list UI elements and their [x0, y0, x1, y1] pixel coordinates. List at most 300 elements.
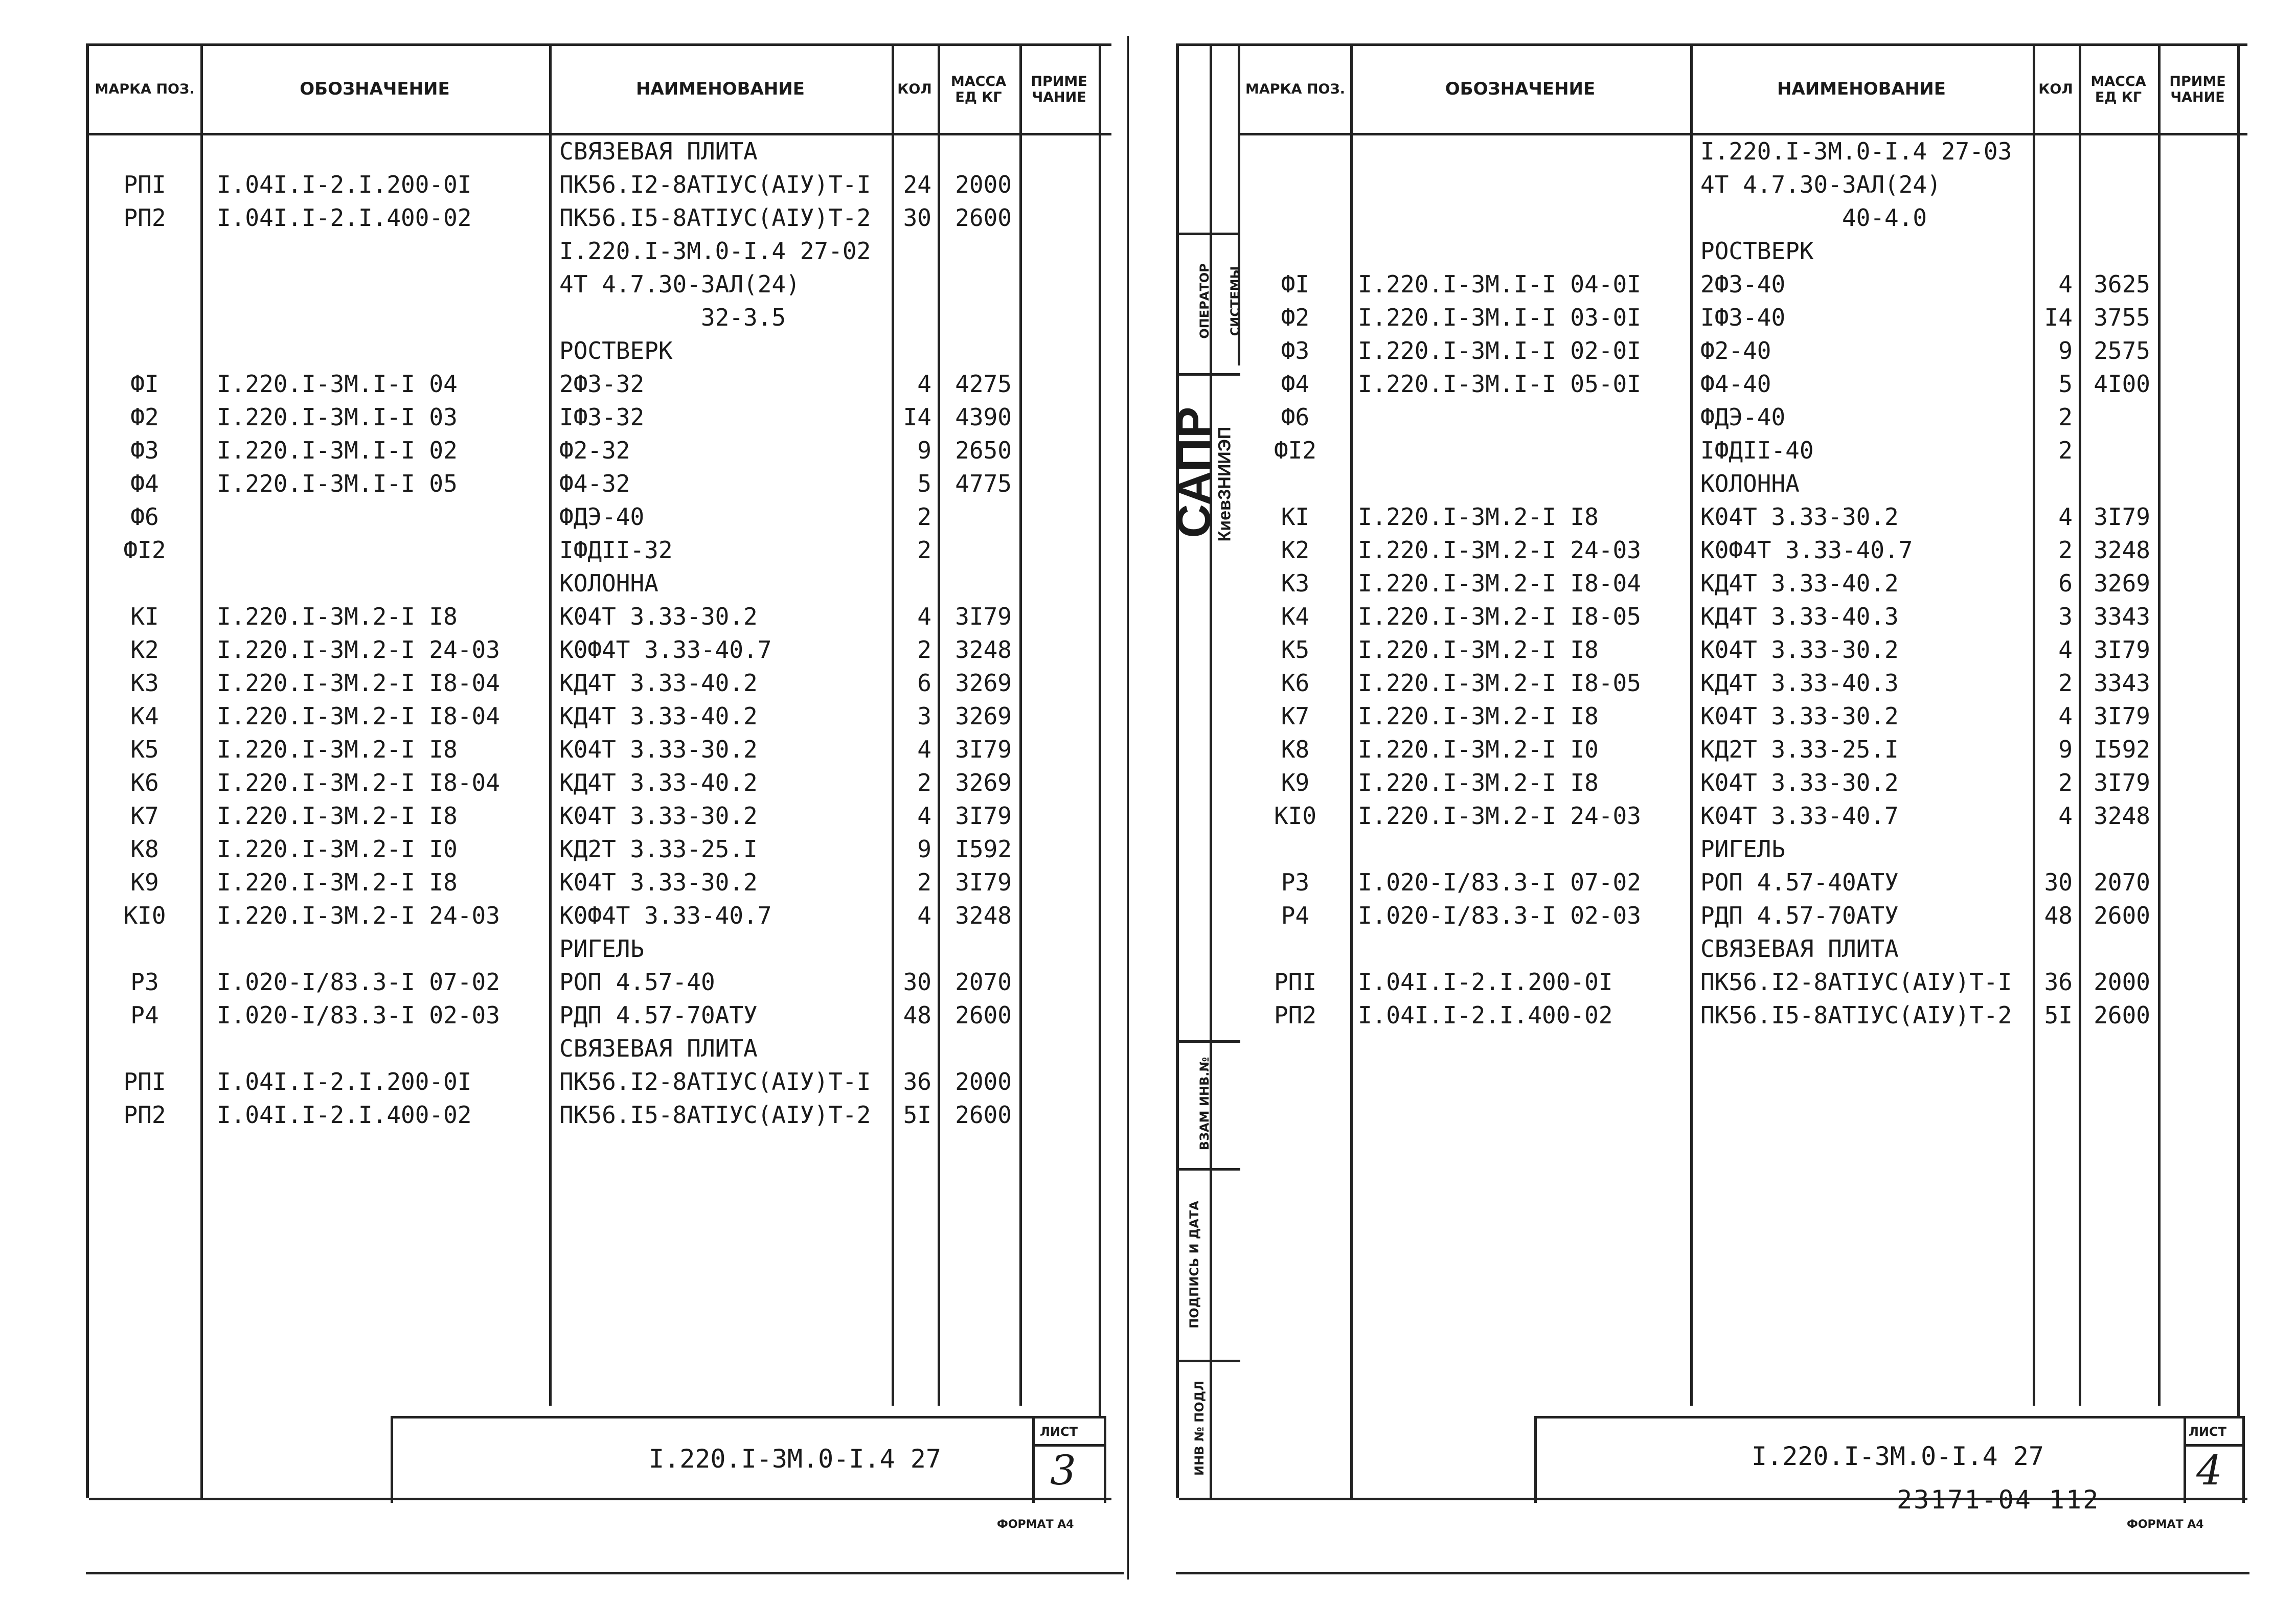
row-qty: 6 [917, 669, 931, 697]
table-row [1179, 202, 2247, 234]
row-designation: I.04I.I-2.I.200-0I [217, 171, 472, 198]
row-qty: 36 [903, 1068, 931, 1095]
table-row [89, 1066, 1111, 1097]
row-qty: 36 [2044, 968, 2073, 996]
row-designation: I.220.I-3М.2-I I8 [217, 736, 458, 763]
table-row [1179, 866, 2247, 898]
table-row [1179, 601, 2247, 632]
row-qty: 4 [2058, 702, 2073, 730]
sapr-logo: САПР [1168, 406, 1220, 538]
row-name: РДП 4.57-70АТУ [1700, 902, 1899, 929]
row-mass: 3I79 [955, 868, 1012, 896]
table-row [1179, 833, 2247, 865]
row-mass: 2650 [955, 437, 1012, 464]
row-mass: 2600 [2094, 1001, 2150, 1029]
row-name: Ф4-32 [559, 470, 630, 497]
row-qty: 2 [2058, 769, 2073, 796]
table-row [1179, 767, 2247, 798]
row-name: КД4Т 3.33-40.2 [559, 702, 758, 730]
row-name: IФ3-32 [559, 403, 645, 431]
table-row [1179, 667, 2247, 699]
row-qty: 5I [903, 1101, 931, 1129]
row-designation: I.220.I-3М.2-I I8-04 [217, 669, 500, 697]
row-qty: 5I [2044, 1001, 2073, 1029]
frame-bottom [89, 1498, 1111, 1500]
row-qty: 2 [917, 503, 931, 531]
table-row [1179, 634, 2247, 666]
table-row [89, 268, 1111, 300]
row-name: ФДЭ-40 [559, 503, 645, 531]
row-name: I.220.I-3М.0-I.4 27-03 [1700, 138, 2012, 165]
handwritten-number: 23171-04 112 [1897, 1485, 2100, 1515]
table-row [1179, 302, 2247, 333]
row-name: ПК56.I2-8АТIУС(АIУ)Т-I [559, 171, 871, 198]
row-designation: I.220.I-3М.2-I I8 [217, 802, 458, 830]
row-name: КД4Т 3.33-40.2 [559, 769, 758, 796]
table-row [1179, 368, 2247, 400]
row-mass: 3I79 [2094, 769, 2150, 796]
row-name: ПК56.I5-8АТIУС(АIУ)Т-2 [1700, 1001, 2012, 1029]
row-name: РИГЕЛЬ [1700, 835, 1786, 863]
document-code: I.220.I-3М.0-I.4 27 [649, 1444, 941, 1474]
table-row [1179, 401, 2247, 433]
row-name: РОП 4.57-40АТУ [1700, 868, 1899, 896]
row-qty: 2 [2058, 403, 2073, 431]
row-designation: I.220.I-3М.2-I I8 [1358, 702, 1599, 730]
row-mass: 3I79 [955, 603, 1012, 630]
row-mass: 3248 [955, 902, 1012, 929]
row-name: IФ3-40 [1700, 304, 1786, 331]
row-mark: КI0 [1274, 802, 1317, 830]
row-name: КД2Т 3.33-25.I [559, 835, 758, 863]
table-row [1179, 567, 2247, 599]
row-designation: I.020-I/83.3-I 02-03 [1358, 902, 1641, 929]
row-mark: Ф2 [130, 403, 159, 431]
row-name: РОСТВЕРК [559, 337, 673, 364]
row-name: КОЛОННА [1700, 470, 1800, 497]
table-row [1179, 135, 2247, 167]
row-mark: К7 [1281, 702, 1310, 730]
sheet-label: ЛИСТ [2189, 1425, 2227, 1439]
table-row [1179, 501, 2247, 533]
row-mass: 3269 [955, 769, 1012, 796]
row-name: Ф2-40 [1700, 337, 1771, 364]
table-row [89, 401, 1111, 433]
row-qty: I4 [903, 403, 931, 431]
table-row [1179, 235, 2247, 267]
row-mass: I592 [955, 835, 1012, 863]
row-designation: I.020-I/83.3-I 07-02 [1358, 868, 1641, 896]
row-mark: Ф4 [130, 470, 159, 497]
table-row [1179, 434, 2247, 466]
row-name: К0Ф4Т 3.33-40.7 [559, 902, 772, 929]
trim-line [1176, 1572, 2249, 1574]
row-name: 2Ф3-40 [1700, 270, 1786, 298]
row-mark: К3 [1281, 569, 1310, 597]
table-row [89, 634, 1111, 666]
row-mark: ФI [1281, 270, 1310, 298]
row-designation: I.220.I-3М.2-I 24-03 [1358, 802, 1641, 830]
table-row [89, 434, 1111, 466]
row-designation: I.220.I-3М.2-I I8-04 [217, 769, 500, 796]
row-name: К04Т 3.33-30.2 [1700, 769, 1899, 796]
row-mass: 3248 [955, 636, 1012, 663]
row-name: ФДЭ-40 [1700, 403, 1786, 431]
row-name: 4Т 4.7.30-3АЛ(24) [559, 270, 800, 298]
row-qty: 4 [917, 902, 931, 929]
row-mark: К2 [130, 636, 159, 663]
row-name: ПК56.I2-8АТIУС(АIУ)Т-I [559, 1068, 871, 1095]
row-qty: 5 [2058, 370, 2073, 398]
row-mark: ФI [130, 370, 159, 398]
table-row [89, 966, 1111, 998]
table-row [89, 468, 1111, 499]
row-mark: Р3 [1281, 868, 1310, 896]
row-mass: 3269 [2094, 569, 2150, 597]
row-name: I.220.I-3М.0-I.4 27-02 [559, 237, 871, 265]
row-mark: Ф6 [1281, 403, 1310, 431]
row-name: СВЯЗЕВАЯ ПЛИТА [1700, 935, 1899, 963]
row-name: 32-3.5 [559, 304, 786, 331]
header-name: НАИМЕНОВАНИЕ [1777, 79, 1946, 100]
row-designation: I.220.I-3М.I-I 04-0I [1358, 270, 1641, 298]
row-mark: Р4 [1281, 902, 1310, 929]
table-row [89, 866, 1111, 898]
row-mark: К5 [130, 736, 159, 763]
table-row [89, 1033, 1111, 1064]
row-qty: 2 [917, 636, 931, 663]
row-mass: 3343 [2094, 669, 2150, 697]
stamp-divider [1032, 1418, 1035, 1503]
row-name: РОСТВЕРК [1700, 237, 1814, 265]
row-qty: 9 [917, 835, 931, 863]
row-designation: I.220.I-3М.2-I I8 [217, 603, 458, 630]
row-mass: 3I79 [2094, 636, 2150, 663]
row-mark: Ф3 [1281, 337, 1310, 364]
podpis-label: ПОДПИСЬ И ДАТА [1187, 1201, 1201, 1329]
header-mass: МАССА ЕД КГ [2090, 73, 2146, 105]
row-mass: 3248 [2094, 536, 2150, 564]
row-designation: I.220.I-3М.2-I I8 [217, 868, 458, 896]
row-qty: 30 [2044, 868, 2073, 896]
row-qty: 6 [2058, 569, 2073, 597]
stamp-divider [2184, 1418, 2186, 1503]
row-name: СВЯЗЕВАЯ ПЛИТА [559, 1035, 758, 1062]
row-qty: 2 [917, 536, 931, 564]
row-name: К04Т 3.33-30.2 [559, 603, 758, 630]
table-row [89, 734, 1111, 765]
row-mass: 3I79 [2094, 503, 2150, 531]
row-designation: I.220.I-3М.I-I 05 [217, 470, 458, 497]
row-mark: К4 [1281, 603, 1310, 630]
table-row [89, 667, 1111, 699]
row-mark: РПI [123, 1068, 166, 1095]
row-name: К04Т 3.33-30.2 [559, 868, 758, 896]
row-mass: 2600 [955, 1101, 1012, 1129]
row-name: Ф4-40 [1700, 370, 1771, 398]
row-qty: 2 [2058, 536, 2073, 564]
row-name: IФДII-32 [559, 536, 673, 564]
row-designation: I.220.I-3М.2-I I8-04 [1358, 569, 1641, 597]
title-block [1534, 1416, 2245, 1503]
header-qty: КОЛ [897, 81, 932, 98]
row-mass: 2600 [2094, 902, 2150, 929]
row-mark: К8 [130, 835, 159, 863]
row-name: К0Ф4Т 3.33-40.7 [559, 636, 772, 663]
row-name: IФДII-40 [1700, 437, 1814, 464]
row-name: К04Т 3.33-30.2 [1700, 702, 1899, 730]
row-name: К04Т 3.33-30.2 [559, 736, 758, 763]
row-mass: 2000 [2094, 968, 2150, 996]
row-qty: 4 [2058, 270, 2073, 298]
row-name: ПК56.I5-8АТIУС(АIУ)Т-2 [559, 1101, 871, 1129]
row-mark: РП2 [1274, 1001, 1317, 1029]
row-mass: 3343 [2094, 603, 2150, 630]
table-row [89, 202, 1111, 234]
trim-line [86, 1572, 1124, 1574]
header-mark: МАРКА ПОЗ. [95, 81, 195, 98]
row-qty: 2 [2058, 437, 2073, 464]
row-designation: I.220.I-3М.2-I 24-03 [1358, 536, 1641, 564]
row-mass: 4390 [955, 403, 1012, 431]
row-designation: I.220.I-3М.I-I 04 [217, 370, 458, 398]
row-mark: Ф4 [1281, 370, 1310, 398]
row-designation: I.220.I-3М.2-I I0 [1358, 736, 1599, 763]
table-row [89, 1099, 1111, 1131]
org-label: КиевЗНИИЭП [1215, 426, 1235, 542]
header-qty: КОЛ [2038, 81, 2073, 98]
row-mass: 4775 [955, 470, 1012, 497]
row-name: К04Т 3.33-30.2 [1700, 636, 1899, 663]
row-mass: 2000 [955, 171, 1012, 198]
row-designation: I.220.I-3М.2-I 24-03 [217, 902, 500, 929]
row-designation: I.220.I-3М.I-I 03 [217, 403, 458, 431]
table-row [89, 235, 1111, 267]
row-designation: I.220.I-3М.2-I 24-03 [217, 636, 500, 663]
header-note: ПРИМЕ ЧАНИЕ [1031, 73, 1087, 105]
table-row [89, 335, 1111, 367]
table-row [89, 534, 1111, 566]
side-strip-divider [1179, 1360, 1240, 1362]
row-name: ПК56.I2-8АТIУС(АIУ)Т-I [1700, 968, 2012, 996]
table-row [1179, 468, 2247, 499]
row-designation: I.04I.I-2.I.400-02 [217, 204, 472, 232]
row-mark: КI [1281, 503, 1310, 531]
row-mark: Р4 [130, 1001, 159, 1029]
table-row [89, 135, 1111, 167]
table-row [89, 601, 1111, 632]
row-mass: 3269 [955, 669, 1012, 697]
row-name: РДП 4.57-70АТУ [559, 1001, 758, 1029]
row-mark: РПI [1274, 968, 1317, 996]
table-row [89, 767, 1111, 798]
sheet-number: 3 [1050, 1447, 1076, 1494]
row-mass: 2070 [955, 968, 1012, 996]
table-row [89, 368, 1111, 400]
row-mark: РП2 [123, 1101, 166, 1129]
row-qty: 4 [2058, 636, 2073, 663]
row-mark: К9 [130, 868, 159, 896]
row-qty: 3 [2058, 603, 2073, 630]
header-mark: МАРКА ПОЗ. [1245, 81, 1345, 98]
table-row [1179, 169, 2247, 200]
row-mass: 3625 [2094, 270, 2150, 298]
table-row [89, 900, 1111, 931]
row-designation: I.020-I/83.3-I 02-03 [217, 1001, 500, 1029]
row-mark: РПI [123, 171, 166, 198]
row-designation: I.220.I-3М.I-I 05-0I [1358, 370, 1641, 398]
row-designation: I.220.I-3М.2-I I8-05 [1358, 669, 1641, 697]
format-label: ФОРМАТ А4 [997, 1518, 1074, 1531]
row-mark: Ф2 [1281, 304, 1310, 331]
side-strip-divider [1179, 1168, 1240, 1171]
table-row [1179, 335, 2247, 367]
row-name: 2Ф3-32 [559, 370, 645, 398]
row-name: 4Т 4.7.30-3АЛ(24) [1700, 171, 1941, 198]
row-designation: I.220.I-3М.I-I 03-0I [1358, 304, 1641, 331]
row-designation: I.220.I-3М.I-I 02 [217, 437, 458, 464]
inv-label: ИНВ № ПОДЛ [1192, 1381, 1207, 1476]
row-designation: I.220.I-3М.I-I 02-0I [1358, 337, 1641, 364]
row-qty: 9 [2058, 736, 2073, 763]
row-name: К0Ф4Т 3.33-40.7 [1700, 536, 1913, 564]
row-mass: 3I79 [2094, 702, 2150, 730]
row-qty: 30 [903, 968, 931, 996]
row-qty: 2 [917, 868, 931, 896]
row-mass: 3269 [955, 702, 1012, 730]
table-row [1179, 268, 2247, 300]
row-designation: I.04I.I-2.I.400-02 [1358, 1001, 1613, 1029]
row-mass: 2600 [955, 1001, 1012, 1029]
row-qty: 3 [917, 702, 931, 730]
row-qty: 9 [917, 437, 931, 464]
spec-sheet-left [86, 43, 1111, 1498]
table-row [1179, 800, 2247, 832]
table-row [89, 800, 1111, 832]
sheet-number: 4 [2196, 1447, 2222, 1494]
row-mass: I592 [2094, 736, 2150, 763]
row-mass: 3I79 [955, 802, 1012, 830]
row-designation: I.04I.I-2.I.200-0I [217, 1068, 472, 1095]
row-qty: 4 [917, 370, 931, 398]
table-row [1179, 700, 2247, 732]
row-name: КОЛОННА [559, 569, 658, 597]
row-mass: 2070 [2094, 868, 2150, 896]
row-mark: КI [130, 603, 159, 630]
row-name: КД4Т 3.33-40.3 [1700, 669, 1899, 697]
row-qty: 4 [2058, 802, 2073, 830]
vzam-label: ВЗАМ ИНВ.№ [1197, 1057, 1212, 1151]
row-designation: I.220.I-3М.2-I I8 [1358, 503, 1599, 531]
row-qty: 2 [917, 769, 931, 796]
operator-label: ОПЕРАТОР [1197, 263, 1212, 339]
row-mass: 4I00 [2094, 370, 2150, 398]
row-designation: I.220.I-3М.2-I I8 [1358, 769, 1599, 796]
row-mark: К7 [130, 802, 159, 830]
table-row [1179, 534, 2247, 566]
table-row [89, 833, 1111, 865]
row-mark: К5 [1281, 636, 1310, 663]
row-mark: КI0 [123, 902, 166, 929]
table-row [89, 501, 1111, 533]
table-row [89, 302, 1111, 333]
row-qty: 30 [903, 204, 931, 232]
sheet-label: ЛИСТ [1040, 1425, 1078, 1439]
row-qty: 4 [917, 603, 931, 630]
document-code: I.220.I-3М.0-I.4 27 [1752, 1441, 2044, 1471]
row-designation: I.04I.I-2.I.200-0I [1358, 968, 1613, 996]
row-designation: I.220.I-3М.2-I I0 [217, 835, 458, 863]
row-designation: I.04I.I-2.I.400-02 [217, 1101, 472, 1129]
row-qty: 48 [2044, 902, 2073, 929]
row-name: Ф2-32 [559, 437, 630, 464]
row-mark: К6 [130, 769, 159, 796]
table-row [1179, 933, 2247, 965]
row-mass: 2575 [2094, 337, 2150, 364]
row-designation: I.220.I-3М.2-I I8 [1358, 636, 1599, 663]
row-qty: 9 [2058, 337, 2073, 364]
system-label: СИСТЕМЫ [1228, 266, 1242, 336]
row-mark: Ф6 [130, 503, 159, 531]
table-row [1179, 999, 2247, 1031]
row-mark: К2 [1281, 536, 1310, 564]
row-name: ПК56.I5-8АТIУС(АIУ)Т-2 [559, 204, 871, 232]
row-name: КД4Т 3.33-40.2 [1700, 569, 1899, 597]
title-block [391, 1416, 1106, 1503]
table-row [89, 700, 1111, 732]
table-row [89, 567, 1111, 599]
row-name: РОП 4.57-40 [559, 968, 715, 996]
row-designation: I.220.I-3М.2-I I8-05 [1358, 603, 1641, 630]
row-name: СВЯЗЕВАЯ ПЛИТА [559, 138, 758, 165]
header-designation: ОБОЗНАЧЕНИЕ [1445, 79, 1596, 100]
row-mark: К4 [130, 702, 159, 730]
row-designation: I.220.I-3М.2-I I8-04 [217, 702, 500, 730]
row-mark: К6 [1281, 669, 1310, 697]
format-label: ФОРМАТ А4 [2127, 1518, 2204, 1531]
table-row [89, 999, 1111, 1031]
row-name: К04Т 3.33-40.7 [1700, 802, 1899, 830]
page-separator [1127, 36, 1129, 1580]
row-mark: К3 [130, 669, 159, 697]
row-qty: 24 [903, 171, 931, 198]
table-row [1179, 966, 2247, 998]
row-qty: 2 [2058, 669, 2073, 697]
row-mass: 2600 [955, 204, 1012, 232]
table-row [89, 933, 1111, 965]
row-mass: 3248 [2094, 802, 2150, 830]
row-name: КД4Т 3.33-40.3 [1700, 603, 1899, 630]
row-qty: 4 [917, 736, 931, 763]
row-mark: Р3 [130, 968, 159, 996]
row-qty: I4 [2044, 304, 2073, 331]
row-mark: К8 [1281, 736, 1310, 763]
row-qty: 4 [917, 802, 931, 830]
row-mark: РП2 [123, 204, 166, 232]
table-row [89, 169, 1111, 200]
row-mark: Ф3 [130, 437, 159, 464]
row-name: К04Т 3.33-30.2 [1700, 503, 1899, 531]
row-qty: 48 [903, 1001, 931, 1029]
header-name: НАИМЕНОВАНИЕ [635, 79, 805, 100]
row-mass: 2000 [955, 1068, 1012, 1095]
row-qty: 4 [2058, 503, 2073, 531]
header-mass: МАССА ЕД КГ [950, 73, 1007, 105]
row-qty: 5 [917, 470, 931, 497]
spec-sheet-right [1168, 43, 2247, 1498]
row-name: КД4Т 3.33-40.2 [559, 669, 758, 697]
row-mass: 3I79 [955, 736, 1012, 763]
